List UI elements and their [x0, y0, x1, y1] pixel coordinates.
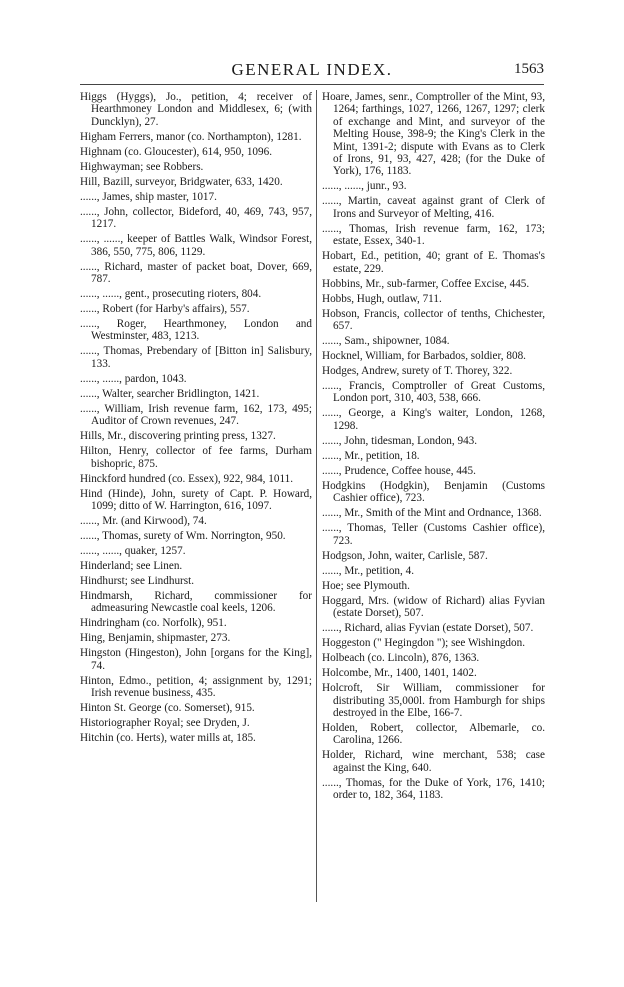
index-entry: Hindhurst; see Lindhurst. — [80, 575, 195, 588]
index-entry: Hoe; see Plymouth. — [322, 579, 410, 592]
index-entry: Hinderland; see Linen. — [80, 560, 183, 573]
index-entry: Hingston (Hingeston), John [organs for the King], 74. — [80, 647, 312, 672]
index-entry: Hoggard, Mrs. (widow of Richard) alias Fyvian (estate Dorset), 507. — [322, 594, 545, 620]
index-entry: ......, Martin, caveat against grant of Clerk of Irons and Surveyor of Melting, 416. — [322, 195, 545, 220]
index-entry: ......, ......, pardon, 1043. — [80, 372, 187, 385]
left-column — [80, 91, 312, 747]
index-entry: Hodges, Andrew, surety of T. Thorey, 322. — [322, 365, 513, 378]
index-entry: ......, Francis, Comptroller of Great Customs, London port, 310, 403, 538, 666. — [322, 380, 545, 405]
index-entry: Historiographer Royal; see Dryden, J. — [80, 717, 250, 730]
index-entry: Higgs (Hyggs), Jo., petition, 4; receiver of Hearthmoney London and Middlesex, 6; (with Duncklyn), 27. — [80, 91, 312, 128]
index-entry: ......, Mr. (and Kirwood), 74. — [80, 515, 207, 528]
index-entry: Hinton St. George (co. Somerset), 915. — [80, 702, 255, 715]
index-entry: ......, Roger, Hearthmoney, London and Westminster, 483, 1213. — [80, 318, 312, 343]
index-entry: ......, George, a King's waiter, London, 1268, 1298. — [322, 407, 545, 432]
index-entry: ......, Richard, alias Fyvian (estate Dorset), 507. — [322, 622, 534, 635]
index-entry: Hocknel, William, for Barbados, soldier, 808. — [322, 350, 526, 363]
index-entry: ......, Mr., petition, 18. — [322, 449, 420, 462]
index-entry: Hoare, James, senr., Comptroller of the Mint, 93, 1264; farthings, 1027, 1266, 1267, 1297; clerk of exchange and Mint, and surveyor of the Melting House, 398-9; the King's Clerk in the Mint, 1391-2; dispute with Evans as to Clerk of Irons, 91, 93, 427, 428; (for the Duke of York), 176, 1183. — [322, 91, 545, 178]
index-entry: ......, Richard, master of packet boat, Dover, 669, 787. — [80, 260, 312, 286]
index-entry: ......, William, Irish revenue farm, 162, 173, 495; Auditor of Crown revenues, 247. — [80, 402, 312, 428]
index-entry: ......, ......, quaker, 1257. — [80, 545, 186, 558]
index-entry: ......, James, ship master, 1017. — [80, 190, 217, 203]
index-entry: Higham Ferrers, manor (co. Northampton), 1281. — [80, 130, 302, 143]
index-entry: Holcombe, Mr., 1400, 1401, 1402. — [322, 667, 477, 680]
index-entry: ......, John, tidesman, London, 943. — [322, 434, 478, 447]
index-entry: ......, Sam., shipowner, 1084. — [322, 335, 450, 348]
index-entry: Holden, Robert, collector, Albemarle, co. Carolina, 1266. — [322, 721, 545, 747]
column-divider — [316, 90, 317, 902]
index-entry: Hilton, Henry, collector of fee farms, Durham bishopric, 875. — [80, 445, 312, 470]
header-rule — [80, 84, 544, 85]
index-entry: ......, Mr., petition, 4. — [322, 564, 414, 577]
index-entry: Holcroft, Sir William, commissioner for distributing 35,000l. from Hamburgh for ships destroyed in the Elbe, 166-7. — [322, 682, 545, 719]
index-entry: ......, ......, gent., prosecuting rioters, 804. — [80, 288, 262, 301]
index-entry: Hodgson, John, waiter, Carlisle, 587. — [322, 549, 488, 562]
index-entry: Hind (Hinde), John, surety of Capt. P. Howard, 1099; ditto of W. Harrington, 616, 1097. — [80, 487, 312, 513]
index-entry: ......, Prudence, Coffee house, 445. — [322, 464, 476, 477]
index-entry: ......, Thomas, Irish revenue farm, 162, 173; estate, Essex, 340-1. — [322, 222, 545, 248]
index-entry: Hodgkins (Hodgkin), Benjamin (Customs Cashier office), 723. — [322, 479, 545, 505]
right-column — [322, 91, 545, 804]
index-entry: Highwayman; see Robbers. — [80, 160, 204, 173]
index-entry: Hindringham (co. Norfolk), 951. — [80, 617, 227, 630]
index-entry: Hobart, Ed., petition, 40; grant of E. Thomas's estate, 229. — [322, 250, 545, 275]
index-entry: ......, Thomas, Prebendary of [Bitton in] Salisbury, 133. — [80, 345, 312, 370]
index-entry: ......, John, collector, Bideford, 40, 469, 743, 957, 1217. — [80, 205, 312, 231]
index-entry: Hobson, Francis, collector of tenths, Chichester, 657. — [322, 307, 545, 333]
index-entry: Highnam (co. Gloucester), 614, 950, 1096. — [80, 145, 273, 158]
index-entry: Hobbs, Hugh, outlaw, 711. — [322, 292, 442, 305]
index-entry: Hinton, Edmo., petition, 4; assignment by, 1291; Irish revenue business, 435. — [80, 674, 312, 700]
index-entry: Hing, Benjamin, shipmaster, 273. — [80, 632, 231, 645]
index-entry: Hindmarsh, Richard, commissioner for admeasuring Newcastle coal keels, 1206. — [80, 590, 312, 615]
index-entry: ......, Robert (for Harby's affairs), 557. — [80, 303, 250, 316]
page-header — [80, 60, 544, 84]
index-entry: Holder, Richard, wine merchant, 538; case against the King, 640. — [322, 749, 545, 774]
index-entry: ......, Thomas, for the Duke of York, 176, 1410; order to, 182, 364, 1183. — [322, 776, 545, 802]
index-entry: Holbeach (co. Lincoln), 876, 1363. — [322, 652, 480, 665]
index-entry: Hinckford hundred (co. Essex), 922, 984, 1011. — [80, 472, 294, 485]
index-entry: ......, ......, keeper of Battles Walk, Windsor Forest, 386, 550, 775, 806, 1129. — [80, 233, 312, 258]
index-entry: Hills, Mr., discovering printing press, 1327. — [80, 430, 276, 443]
index-entry: ......, Mr., Smith of the Mint and Ordnance, 1368. — [322, 507, 542, 520]
index-entry: Hoggeston (" Hegingdon "); see Wishingdon. — [322, 637, 525, 650]
index-entry: Hill, Bazill, surveyor, Bridgwater, 633, 1420. — [80, 175, 283, 188]
index-entry: ......, ......, junr., 93. — [322, 180, 407, 193]
index-entry: ......, Thomas, surety of Wm. Norrington, 950. — [80, 530, 286, 543]
index-entry: ......, Walter, searcher Bridlington, 1421. — [80, 387, 260, 400]
index-entry: ......, Thomas, Teller (Customs Cashier office), 723. — [322, 522, 545, 547]
index-entry: Hobbins, Mr., sub-farmer, Coffee Excise, 445. — [322, 277, 530, 290]
page-number: 1563 — [514, 61, 544, 77]
index-entry: Hitchin (co. Herts), water mills at, 185. — [80, 732, 256, 745]
running-title: GENERAL INDEX. — [231, 60, 393, 79]
